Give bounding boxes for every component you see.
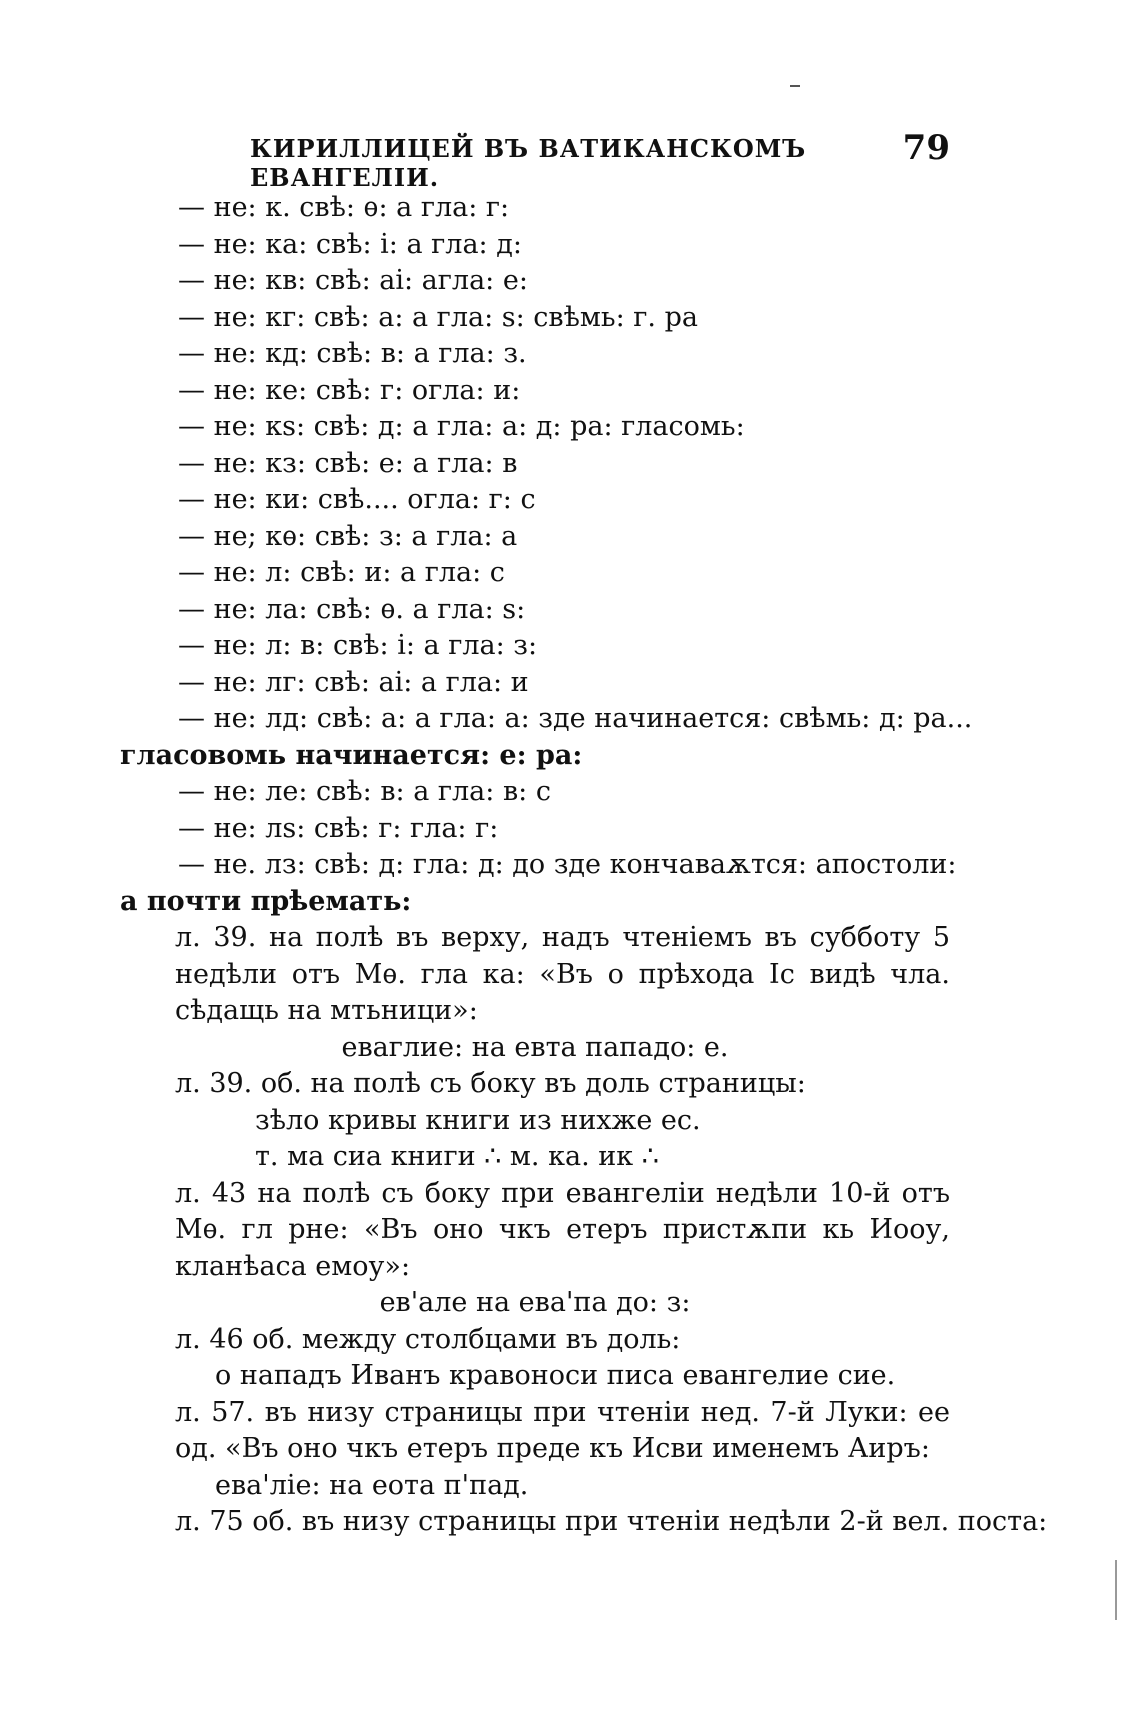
- text-line: ева'ліе: на еота п'пад.: [215, 1469, 529, 1501]
- text-line: — не: л: свѣ: и: а гла: с: [178, 557, 505, 588]
- text-line: — не: лѕ: свѣ: г: гла: г:: [178, 812, 499, 844]
- text-line: т. ма сиа книги ∴ м. ка. ик ∴: [255, 1141, 659, 1172]
- paragraph: л. 39. на полѣ въ верху, надъ чтеніемъ въ субботу 5 недѣли отъ Мѳ. гла ка: «Въ о прѣхода Іс видѣ чла. сѣдащь на мтьници»:: [175, 922, 950, 1026]
- paragraph: л. 43 на полѣ съ боку при евангеліи недѣли 10-й отъ Мѳ. гл рне: «Въ оно чкъ етеръ пристѫпи кь Иооу, кланѣаса емоу»:: [175, 1177, 950, 1282]
- paragraph: л. 57. въ низу страницы при чтеніи нед. 7-й Луки: ее од. «Въ оно чкъ етеръ преде къ Исви именемъ Аиръ:: [175, 1396, 950, 1464]
- text-line: а почти прѣемать:: [120, 885, 412, 917]
- page-number: 79: [902, 128, 950, 168]
- text-line: — не: лг: свѣ: аі: а гла: и: [178, 666, 529, 698]
- text-line: — не: кд: свѣ: в: а гла: з.: [178, 338, 527, 369]
- text-line: еваглие: на евта пападо: е.: [341, 1031, 729, 1063]
- text-line: — не: ке: свѣ: г: огла: и:: [178, 374, 521, 406]
- text-line: — не: кѕ: свѣ: д: а гла: а: д: ра: гласомь:: [178, 411, 745, 442]
- text-body: [120, 190, 1048, 1541]
- text-line: л. 39. об. на полѣ съ боку въ доль страницы:: [175, 1068, 806, 1099]
- text-line: — не: ла: свѣ: ѳ. а гла: ѕ:: [178, 593, 526, 625]
- scan-speck: [790, 85, 800, 87]
- text-line: л. 46 об. между столбцами въ доль:: [175, 1323, 681, 1355]
- text-line: — не; кѳ: свѣ: з: а гла: а: [178, 520, 518, 552]
- text-line: — не: кв: свѣ: аі: агла: е:: [178, 265, 528, 296]
- running-head: КИРИЛЛИЦЕЙ ВЪ ВАТИКАНСКОМЪ ЕВАНГЕЛІИ.: [250, 134, 807, 192]
- text-line: — не: л: в: свѣ: і: а гла: з:: [178, 630, 538, 661]
- scan-edge-line: [1115, 1560, 1117, 1620]
- text-line: — не: к. свѣ: ѳ: а гла: г:: [178, 192, 510, 223]
- text-line: — не: кз: свѣ: е: а гла: в: [178, 447, 518, 479]
- text-line: — не: кг: свѣ: а: а гла: ѕ: свѣмь: г. ра: [178, 301, 698, 333]
- text-line: — не: ка: свѣ: і: а гла: д:: [178, 228, 522, 260]
- text-line: гласовомь начинается: е: ра:: [120, 739, 583, 771]
- text-line: — не. лз: свѣ: д: гла: д: до зде кончаваѫтся: апостоли:: [178, 849, 957, 880]
- text-line: — не: лд: свѣ: а: а гла: а: зде начинается: свѣмь: д: ра...: [178, 703, 973, 734]
- page-header: [250, 128, 950, 192]
- text-line: зѣло кривы книги из нихже ес.: [255, 1104, 701, 1136]
- text-line: л. 75 об. въ низу страницы при чтеніи недѣли 2-й вел. поста:: [175, 1506, 1048, 1537]
- text-line: ев'але на ева'па до: з:: [379, 1287, 691, 1318]
- text-line: — не: ки: свѣ.... огла: г: с: [178, 484, 536, 515]
- text-line: — не: ле: свѣ: в: а гла: в: с: [178, 776, 551, 807]
- text-line: о нападъ Иванъ кравоноси писа евангелие сие.: [215, 1360, 896, 1391]
